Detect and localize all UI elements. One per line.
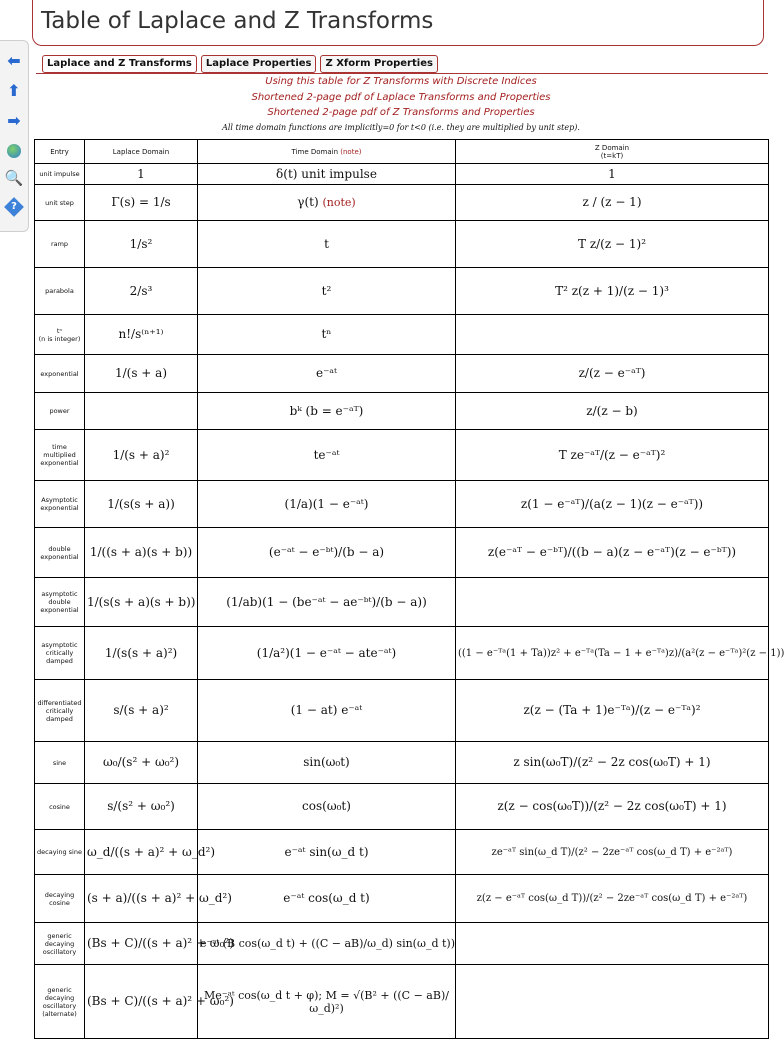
z-cell: T² z(z + 1)/(z − 1)³: [456, 268, 769, 315]
header-laplace: Laplace Domain: [85, 140, 198, 164]
time-cell: (1/a)(1 − e⁻ᵃᵗ): [198, 481, 456, 528]
z-cell: z(z − e⁻ᵃᵀ cos(ω_d T))/(z² − 2ze⁻ᵃᵀ cos(ω_d T) + e⁻²ᵃᵀ): [456, 875, 769, 923]
table-header-row: [35, 140, 769, 164]
laplace-cell: [85, 393, 198, 430]
links-area: [36, 74, 766, 135]
tab-z-properties[interactable]: Z Xform Properties: [320, 55, 437, 73]
table-row: [35, 965, 769, 1039]
z-cell: T ze⁻ᵃᵀ/(z − e⁻ᵃᵀ)²: [456, 430, 769, 481]
tab-bar: [42, 55, 438, 73]
table-row: [35, 627, 769, 680]
time-cell: (e⁻ᵃᵗ − e⁻ᵇᵗ)/(b − a): [198, 528, 456, 578]
time-expression: γ(t): [297, 195, 319, 209]
time-cell: t: [198, 221, 456, 268]
laplace-cell: 1: [85, 164, 198, 185]
link-z-pdf[interactable]: Shortened 2-page pdf of Z Transforms and Properties: [267, 107, 535, 118]
z-cell: 1: [456, 164, 769, 185]
entry-cell: asymptotic double exponential: [35, 578, 85, 627]
tab-laplace-properties[interactable]: Laplace Properties: [201, 55, 317, 73]
page-title: Table of Laplace and Z Transforms: [41, 8, 434, 34]
table-row: [35, 923, 769, 965]
z-cell: [456, 578, 769, 627]
header-time-label: Time Domain: [291, 147, 339, 156]
time-cell: (1 − at) e⁻ᵃᵗ: [198, 680, 456, 742]
table-row: [35, 355, 769, 393]
laplace-cell: 1/(s(s + a)): [85, 481, 198, 528]
table-row: [35, 875, 769, 923]
entry-label: tⁿ: [56, 326, 63, 335]
header-z: [456, 140, 769, 164]
laplace-cell: s/(s² + ω₀²): [85, 784, 198, 830]
header-time-note[interactable]: (note): [340, 147, 362, 156]
time-cell: t²: [198, 268, 456, 315]
table-row: [35, 430, 769, 481]
laplace-cell: n!/s⁽ⁿ⁺¹⁾: [85, 315, 198, 355]
header-z-sub: (t=kT): [600, 151, 624, 160]
table-row: [35, 481, 769, 528]
z-cell: [456, 965, 769, 1039]
time-cell: (1/ab)(1 − (be⁻ᵃᵗ − ae⁻ᵇᵗ)/(b − a)): [198, 578, 456, 627]
table-row: [35, 784, 769, 830]
table-row: [35, 185, 769, 221]
laplace-cell: ω₀/(s² + ω₀²): [85, 742, 198, 784]
header-time: [198, 140, 456, 164]
time-cell: e⁻ᵃᵗ sin(ω_d t): [198, 830, 456, 875]
time-note-link[interactable]: (note): [322, 196, 356, 209]
link-discrete-indices[interactable]: Using this table for Z Transforms with Discrete Indices: [265, 76, 537, 87]
time-cell: δ(t) unit impulse: [198, 164, 456, 185]
link-laplace-pdf[interactable]: Shortened 2-page pdf of Laplace Transforms and Properties: [251, 91, 551, 103]
time-cell: cos(ω₀t): [198, 784, 456, 830]
entry-cell: cosine: [35, 784, 85, 830]
left-nav-toolbar: [0, 40, 29, 232]
z-cell: z(1 − e⁻ᵃᵀ)/(a(z − 1)(z − e⁻ᵃᵀ)): [456, 481, 769, 528]
entry-cell: power: [35, 393, 85, 430]
laplace-cell: ω_d/((s + a)² + ω_d²): [85, 830, 198, 875]
table-row: [35, 393, 769, 430]
table-row: [35, 742, 769, 784]
laplace-cell: 1/(s + a)²: [85, 430, 198, 481]
time-cell: sin(ω₀t): [198, 742, 456, 784]
z-cell: z/(z − b): [456, 393, 769, 430]
laplace-cell: s/(s + a)²: [85, 680, 198, 742]
table-row: [35, 268, 769, 315]
laplace-cell: (Bs + C)/((s + a)² + ω₀²): [85, 965, 198, 1039]
time-cell: tⁿ: [198, 315, 456, 355]
entry-cell: ramp: [35, 221, 85, 268]
globe-icon[interactable]: [7, 144, 21, 158]
transform-table: [34, 139, 784, 1039]
header-entry: Entry: [35, 140, 85, 164]
header-z-label: Z Domain: [594, 143, 630, 152]
entry-cell: Asymptotic exponential: [35, 481, 85, 528]
table-row: [35, 164, 769, 185]
time-cell: e⁻ᵃᵗ: [198, 355, 456, 393]
z-cell: z / (z − 1): [456, 185, 769, 221]
arrow-up-icon[interactable]: ⬆: [7, 81, 21, 100]
table-row: [35, 680, 769, 742]
laplace-cell: 1/((s + a)(s + b)): [85, 528, 198, 578]
help-icon[interactable]: ?: [4, 197, 24, 217]
arrow-right-icon[interactable]: ➡: [7, 111, 21, 130]
table-row: [35, 315, 769, 355]
z-cell: z(e⁻ᵃᵀ − e⁻ᵇᵀ)/((b − a)(z − e⁻ᵃᵀ)(z − e⁻ᵇᵀ)): [456, 528, 769, 578]
time-cell: bᵏ (b = e⁻ᵃᵀ): [198, 393, 456, 430]
time-cell: [198, 185, 456, 221]
z-cell: z sin(ω₀T)/(z² − 2z cos(ω₀T) + 1): [456, 742, 769, 784]
z-cell: T z/(z − 1)²: [456, 221, 769, 268]
tab-laplace-z[interactable]: Laplace and Z Transforms: [42, 55, 197, 73]
time-cell: te⁻ᵃᵗ: [198, 430, 456, 481]
laplace-cell: (Bs + C)/((s + a)² + ω₀²): [85, 923, 198, 965]
entry-cell: parabola: [35, 268, 85, 315]
time-cell: e⁻ᵃᵗ (B cos(ω_d t) + ((C − aB)/ω_d) sin(ω_d t)): [198, 923, 456, 965]
z-cell: z(z − (Ta + 1)e⁻ᵀᵃ)/(z − e⁻ᵀᵃ)²: [456, 680, 769, 742]
entry-cell: decaying sine: [35, 830, 85, 875]
laplace-cell: 1/(s(s + a)²): [85, 627, 198, 680]
z-cell: [456, 315, 769, 355]
time-cell: e⁻ᵃᵗ cos(ω_d t): [198, 875, 456, 923]
laplace-cell: 1/s²: [85, 221, 198, 268]
entry-cell: decaying cosine: [35, 875, 85, 923]
entry-cell: unit step: [35, 185, 85, 221]
table-row: [35, 528, 769, 578]
arrow-left-icon[interactable]: ⬅: [7, 51, 21, 70]
table-row: [35, 830, 769, 875]
laplace-cell: Γ(s) = 1/s: [85, 185, 198, 221]
entry-cell: unit impulse: [35, 164, 85, 185]
z-cell: ((1 − e⁻ᵀᵃ(1 + Ta))z² + e⁻ᵀᵃ(Ta − 1 + e⁻ᵀᵃ)z)/(a²(z − e⁻ᵀᵃ)²(z − 1)): [456, 627, 769, 680]
entry-cell: [35, 315, 85, 355]
entry-cell: sine: [35, 742, 85, 784]
time-cell: (1/a²)(1 − e⁻ᵃᵗ − ate⁻ᵃᵗ): [198, 627, 456, 680]
entry-cell: differentiated critically damped: [35, 680, 85, 742]
z-cell: ze⁻ᵃᵀ sin(ω_d T)/(z² − 2ze⁻ᵃᵀ cos(ω_d T) + e⁻²ᵃᵀ): [456, 830, 769, 875]
entry-sublabel: (n is integer): [38, 334, 81, 343]
time-cell: Me⁻ᵃᵗ cos(ω_d t + φ); M = √(B² + ((C − aB)/ω_d)²): [198, 965, 456, 1039]
laplace-cell: 1/(s(s + a)(s + b)): [85, 578, 198, 627]
implicit-step-note: All time domain functions are implicitly=0 for t<0 (i.e. they are multiplied by unit step).: [222, 122, 580, 132]
entry-cell: generic decaying oscillatory (alternate): [35, 965, 85, 1039]
z-cell: z/(z − e⁻ᵃᵀ): [456, 355, 769, 393]
entry-cell: generic decaying oscillatory: [35, 923, 85, 965]
laplace-cell: 1/(s + a): [85, 355, 198, 393]
entry-cell: exponential: [35, 355, 85, 393]
table-row: [35, 221, 769, 268]
entry-cell: time multiplied exponential: [35, 430, 85, 481]
laplace-cell: (s + a)/((s + a)² + ω_d²): [85, 875, 198, 923]
z-cell: [456, 923, 769, 965]
entry-cell: double exponential: [35, 528, 85, 578]
magnifier-icon[interactable]: 🔍: [4, 169, 24, 187]
title-box: [32, 0, 764, 46]
laplace-cell: 2/s³: [85, 268, 198, 315]
table-row: [35, 578, 769, 627]
entry-cell: asymptotic critically damped: [35, 627, 85, 680]
z-cell: z(z − cos(ω₀T))/(z² − 2z cos(ω₀T) + 1): [456, 784, 769, 830]
